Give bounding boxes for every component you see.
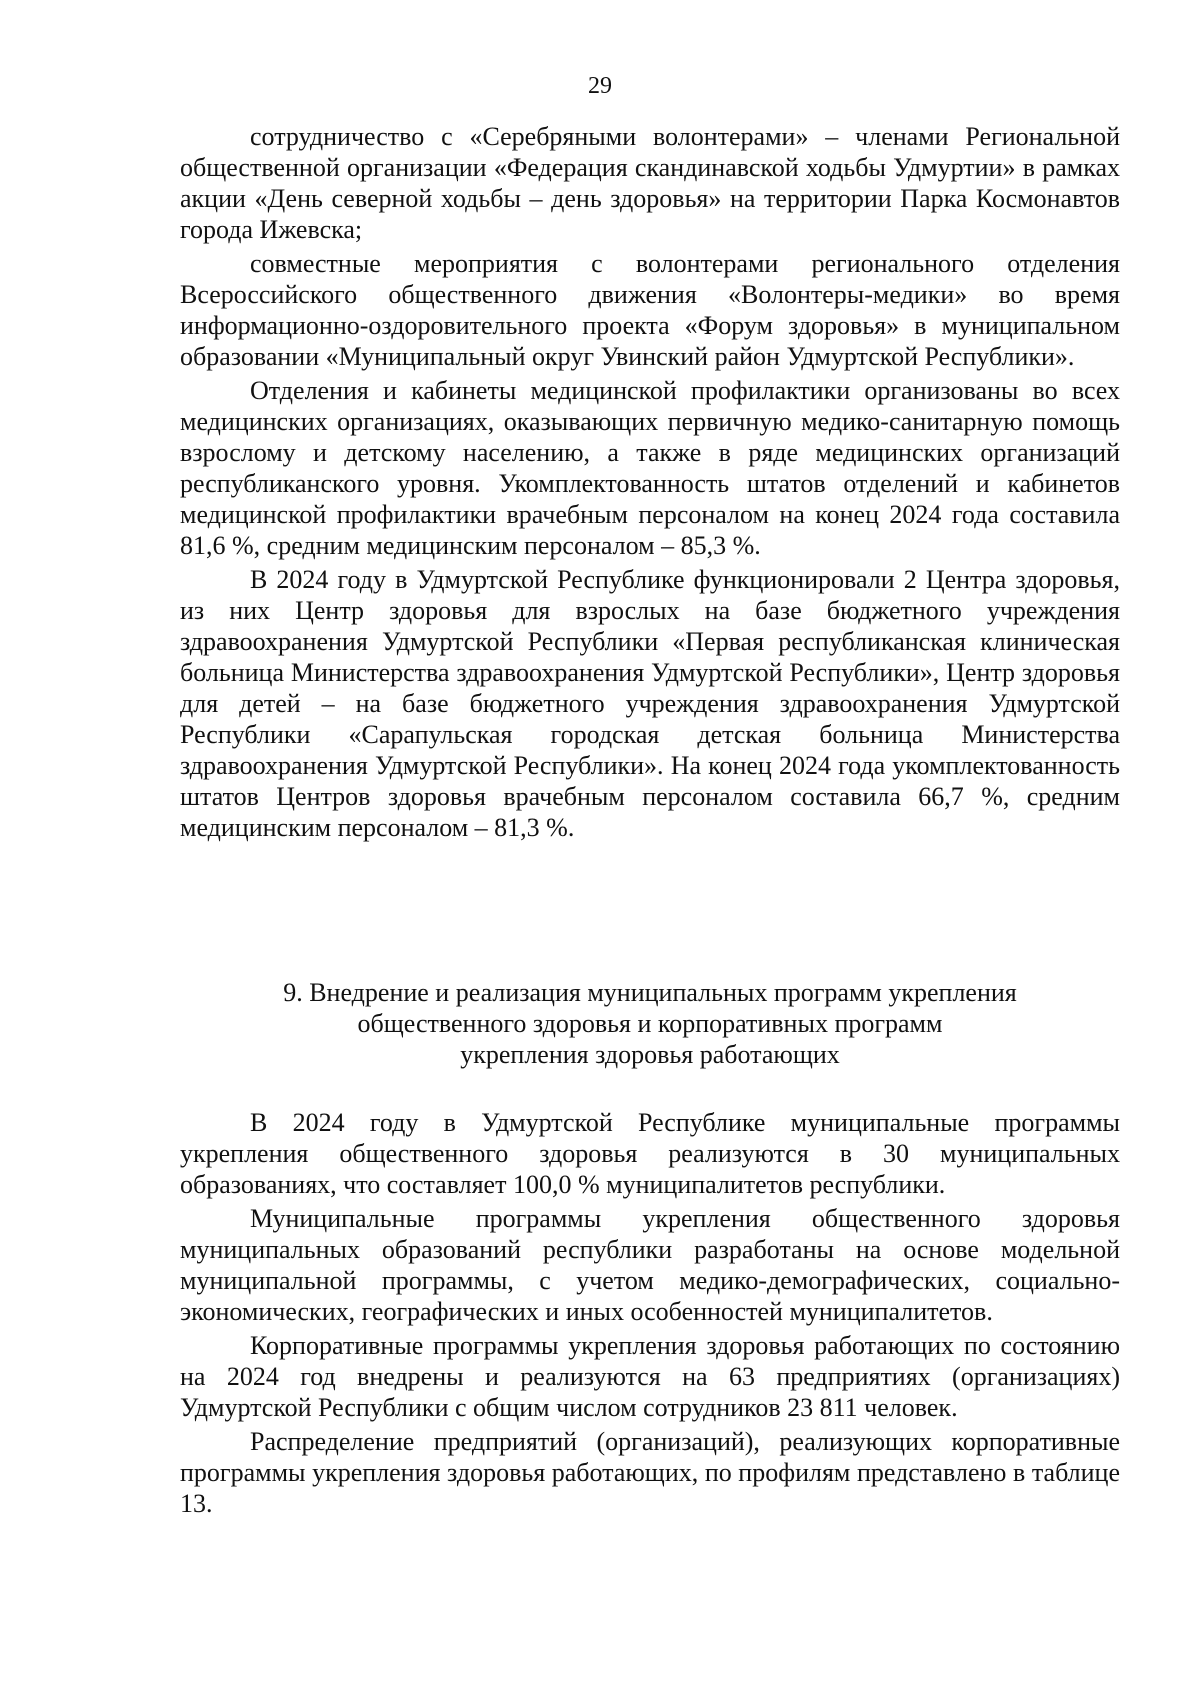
paragraph-volunteers-nordic-walking: сотрудничество с «Серебряными волонтерами» – членами Региональной общественной организации «Федерация скандинавской ходьбы Удмуртии» в рамках акции «День северной ходьбы – день здоровья» на территории Парка Космонавтов города Ижевска; <box>180 122 1120 244</box>
page-number: 29 <box>588 73 612 99</box>
paragraph-health-centers: В 2024 году в Удмуртской Республике функционировали 2 Центра здоровья, из них Центр здоровья для взрослых на базе бюджетного учреждения здравоохранения Удмуртской Республики «Первая республиканская клиническая больница Министерства здравоохранения Удмуртской Республики», Центр здоровья для детей – на базе бюджетного учреждения здравоохранения Удмуртской Республики «Сарапульская городская детская больница Министерства здравоохранения Удмуртской Республики». На конец 2024 года укомплектованность штатов Центров здоровья врачебным персоналом составила 66,7 %, средним медицинским персоналом – 81,3 %. <box>180 565 1120 842</box>
main-text <box>180 121 1120 846</box>
section-heading-line: общественного здоровья и корпоративных программ <box>357 1009 943 1038</box>
section-heading <box>180 977 1120 1070</box>
section-heading-line: 9. Внедрение и реализация муниципальных программ укрепления <box>283 978 1017 1007</box>
paragraph-prevention-departments: Отделения и кабинеты медицинской профилактики организованы во всех медицинских организациях, оказывающих первичную медико-санитарную помощь взрослому и детскому населению, а также в ряде медицинских организаций республиканского уровня. Укомплектованность штатов отделений и кабинетов медицинской профилактики врачебным персоналом на конец 2024 года составила 81,6 %, средним медицинским персоналом – 85,3 %. <box>180 376 1120 560</box>
section-heading-line: укрепления здоровья работающих <box>460 1040 840 1069</box>
paragraph-volunteers-medics: совместные мероприятия с волонтерами регионального отделения Всероссийского общественного движения «Волонтеры-медики» во время информационно-оздоровительного проекта «Форум здоровья» в муниципальном образовании «Муниципальный округ Увинский район Удмуртской Республики». <box>180 249 1120 371</box>
paragraph-model-program: Муниципальные программы укрепления общественного здоровья муниципальных образований республики разработаны на основе модельной муниципальной программы, с учетом медико-демографических, социально-экономических, географических и иных особенностей муниципалитетов. <box>180 1204 1120 1326</box>
paragraph-municipal-programs: В 2024 году в Удмуртской Республике муниципальные программы укрепления общественного здоровья реализуются в 30 муниципальных образованиях, что составляет 100,0 % муниципалитетов республики. <box>180 1108 1120 1199</box>
paragraph-table-reference: Распределение предприятий (организаций), реализующих корпоративные программы укрепления здоровья работающих, по профилям представлено в таблице 13. <box>180 1427 1120 1518</box>
section-text <box>180 1107 1120 1522</box>
paragraph-corporate-programs: Корпоративные программы укрепления здоровья работающих по состоянию на 2024 год внедрены и реализуются на 63 предприятиях (организациях) Удмуртской Республики с общим числом сотрудников 23 811 человек. <box>180 1331 1120 1422</box>
